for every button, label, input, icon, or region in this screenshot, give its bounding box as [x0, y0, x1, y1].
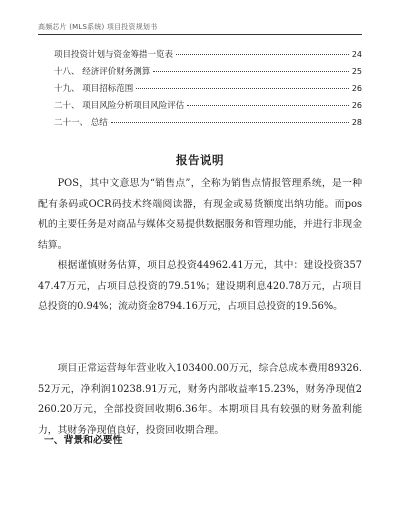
toc-entry[interactable] [38, 116, 362, 133]
report-paragraph-intro [38, 174, 362, 256]
toc-leader-dots [136, 88, 349, 89]
report-paragraph-investment [38, 256, 362, 318]
toc-leader-dots [176, 54, 349, 55]
toc-entry-page: 24 [351, 50, 362, 59]
table-of-contents [38, 48, 362, 133]
toc-entry-page: 25 [351, 67, 362, 76]
header-divider [38, 34, 362, 35]
report-paragraph-operations [38, 359, 362, 441]
toc-entry-page: 26 [351, 84, 362, 93]
toc-leader-dots [187, 105, 349, 106]
toc-entry-title: 二十一、 总结 [54, 118, 108, 128]
toc-leader-dots [153, 71, 349, 72]
running-header: 高频芯片 (MLS系统) 项目投资规划书 [38, 23, 158, 31]
toc-entry-page: 28 [351, 118, 362, 127]
paragraph-text: 项目正常运营每年营业收入103400.00万元，综合总成本费用89326.52万元，净利润10238.91万元，财务内部收益率15.23%，财务净现值2260.20万元，全部投资回收期6.36年。本期项目具有较强的财务盈利能力，其财务净现值良好，投资回收期合理。 [38, 363, 362, 436]
toc-entry-title: 二十、 项目风险分析项目风险评估 [54, 101, 185, 111]
paragraph-text: 根据谨慎财务估算，项目总投资44962.41万元，其中：建设投资35747.47万元，占项目总投资的79.51%；建设期利息420.78万元，占项目总投资的0.94%；流动资金8794.16万元，占项目总投资的19.56%。 [38, 260, 362, 313]
toc-entry-page: 26 [351, 101, 362, 110]
report-title: 报告说明 [176, 153, 224, 167]
section-heading: 一、背景和必要性 [44, 435, 123, 446]
toc-entry[interactable] [38, 82, 362, 99]
toc-entry[interactable] [38, 99, 362, 116]
toc-entry-title: 十八、 经济评价财务测算 [54, 67, 151, 77]
toc-entry-title: 十九、 项目招标范围 [54, 84, 134, 94]
toc-entry[interactable] [38, 48, 362, 65]
paragraph-text: POS，其中文意思为“销售点”，全称为销售点情报管理系统，是一种配有条码或OCR码技术终端阅读器，有现金或易货额度出纳功能。而pos机的主要任务是对商品与媒体交易提供数据服务和管理功能，并进行非现金结算。 [38, 178, 362, 251]
toc-entry[interactable] [38, 65, 362, 82]
toc-entry-title: 项目投资计划与资金筹措一览表 [54, 50, 174, 60]
toc-leader-dots [111, 122, 349, 123]
